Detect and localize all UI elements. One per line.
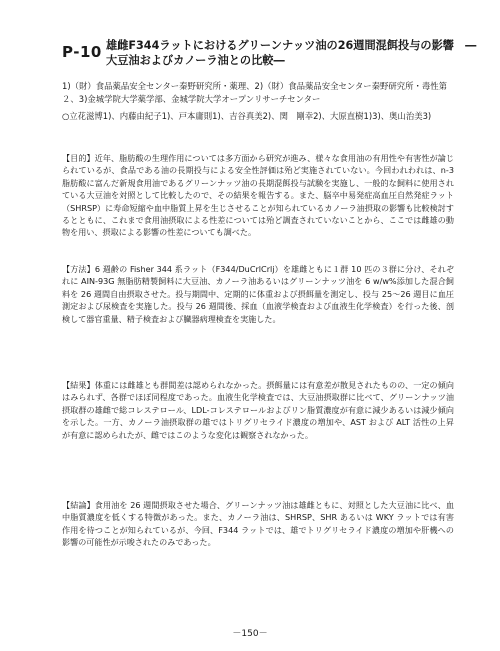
abstract-title: 雄雌F344ラットにおけるグリーンナッツ油の26週間混餌投与の影響 ―大豆油およびカノーラ油との比較― bbox=[106, 39, 477, 67]
section-text: 6 週齢の Fisher 344 系ラット（F344/DuCrlCrlj）を雄雌ともに１群 10 匹の３群に分け、それぞれに AIN-93G 無脂肪精製飼料に大豆油、カノーラ油あるいはグリーンナッツ油を 6 w/w%添加した混合飼料を 26 週間自由摂取させた。投与期間中、定期的に体重および摂餌量を測定し、投与 25～26 週目に血圧測定および尿検査を実施した。投与 26 週間後、採血（血液学検査および血液生化学検査）を行った後、剖検して器官重量、精子検査および臓器病理検査を実施した。 bbox=[62, 264, 454, 324]
section-label: 【目的】 bbox=[62, 153, 95, 163]
page-number: －150－ bbox=[232, 629, 268, 639]
affiliations: 1)（財）食品薬品安全センター秦野研究所・薬理、2)（財）食品薬品安全センター秦野研究所・毒性第２、3)金城学院大学薬学部、金城学院大学オープンリサーチセンター bbox=[62, 81, 448, 104]
section-label: 【方法】 bbox=[62, 264, 95, 274]
section-methods bbox=[62, 263, 454, 325]
section-text: 食用油を 26 週間摂取させた場合、グリーンナッツ油は雄雌ともに、対照とした大豆油に比べ、血中脂質濃度を低くする特徴があった。また、カノーラ油は、SHRSP、SHR あるいは WKY ラットでは有害作用を待つことが知られているが、今回、F344 ラットでは、雄でトリグリセライド濃度の増加や肝機への影響の可能性が示唆されたのみであった。 bbox=[62, 500, 454, 548]
authors: ○立花滋博1)、内藤由紀子1)、戸本庸則1)、吉谷真美2)、関 剛幸2)、大原直樹1)3)、奥山治美3) bbox=[62, 111, 432, 121]
program-id: P-10 bbox=[62, 43, 102, 61]
section-objective bbox=[62, 152, 454, 239]
section-label: 【結果】 bbox=[62, 380, 95, 390]
section-results bbox=[62, 379, 454, 441]
section-text: 体重には雌雄とも群間差は認められなかった。摂餌量には有意差が散見されたものの、一定の傾向はみられず、各群でほぼ同程度であった。血液生化学検査では、大豆油摂取群に比べて、グリーンナッツ油摂取群の雄雌で総コレステロール、LDL-コレステロールおよびリン脂質濃度が有意に減少あるいは減少傾向を示した。一方、カノーラ油摂取群の雄ではトリグリセライド濃度の増加や、AST および ALT 活性の上昇が有意に認められたが、雌ではこのような変化は観察されなかった。 bbox=[62, 380, 454, 440]
section-text: 近年、脂肪酸の生理作用については多方面から研究が進み、様々な食用油の有用性や有害性が論じられているが、食品である油の長期投与による安全性評価は殆ど実施されていない。今回われわれは、n-3 脂肪酸に富んだ新規食用油であるグリーンナッツ油の長期混餌投与試験を実施し、一般的な飼料に使用されている大豆油を対照として比較したので、その結果を報告する。また、脳卒中易発症高血圧自然発症ラット（SHRSP）に寿命短縮や血中脂質上昇を生じさせることが知られているカノーラ油摂取の影響も比較検討するとともに、これまで食用油摂取による性差については殆ど調査されていないことから、ここでは雌雄の動物を用い、摂取による影響の性差についても調べた。 bbox=[62, 153, 454, 238]
section-conclusion bbox=[62, 499, 454, 549]
section-label: 【結論】 bbox=[62, 500, 95, 510]
